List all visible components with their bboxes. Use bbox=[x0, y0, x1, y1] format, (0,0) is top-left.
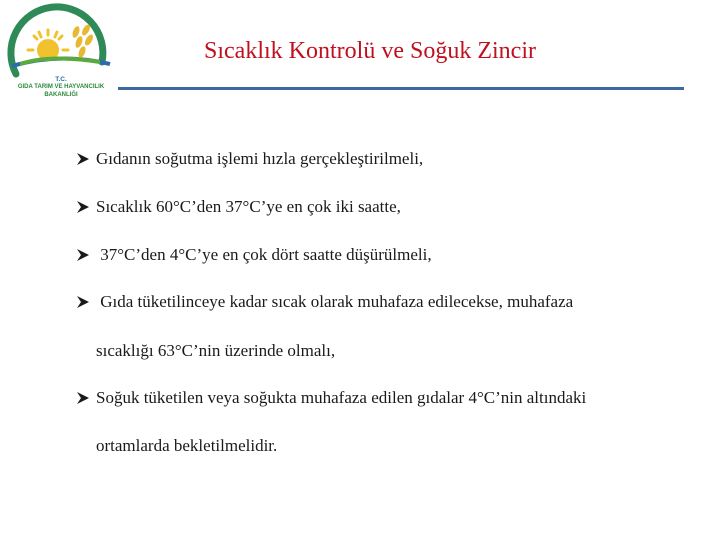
arrow-bullet-icon bbox=[76, 248, 90, 262]
arrow-bullet-icon bbox=[76, 391, 90, 405]
logo-tc-text: T.C. bbox=[55, 76, 67, 83]
title-divider bbox=[118, 87, 684, 90]
bullet-text-1: Gıdanın soğutma işlemi hızla gerçekleştirilmeli, bbox=[96, 149, 424, 168]
slide-title: Sıcaklık Kontrolü ve Soğuk Zincir bbox=[204, 38, 536, 64]
logo-org-line1: GIDA TARIM VE HAYVANCILIK bbox=[17, 84, 105, 90]
arrow-bullet-icon bbox=[76, 152, 90, 166]
logo-org-line2: BAKANLIĞI bbox=[44, 92, 78, 98]
bullet-text-5-line1: Soğuk tüketilen veya soğukta muhafaza edilen gıdalar 4°C’nin altındaki bbox=[96, 388, 587, 407]
bullet-text-5-line2: ortamlarda bekletilmelidir. bbox=[96, 436, 278, 455]
bullet-text-2: Sıcaklık 60°C’den 37°C’ye en çok iki saatte, bbox=[96, 197, 401, 216]
bullet-text-4-line1: Gıda tüketilinceye kadar sıcak olarak muhafaza edilecekse, muhafaza bbox=[96, 292, 574, 311]
bullet-text-4-line2: sıcaklığı 63°C’nin üzerinde olmalı, bbox=[96, 341, 336, 360]
arrow-bullet-icon bbox=[76, 295, 90, 309]
arrow-bullet-icon bbox=[76, 200, 90, 214]
bullet-text-3: 37°C’den 4°C’ye en çok dört saatte düşürülmeli, bbox=[96, 245, 432, 264]
